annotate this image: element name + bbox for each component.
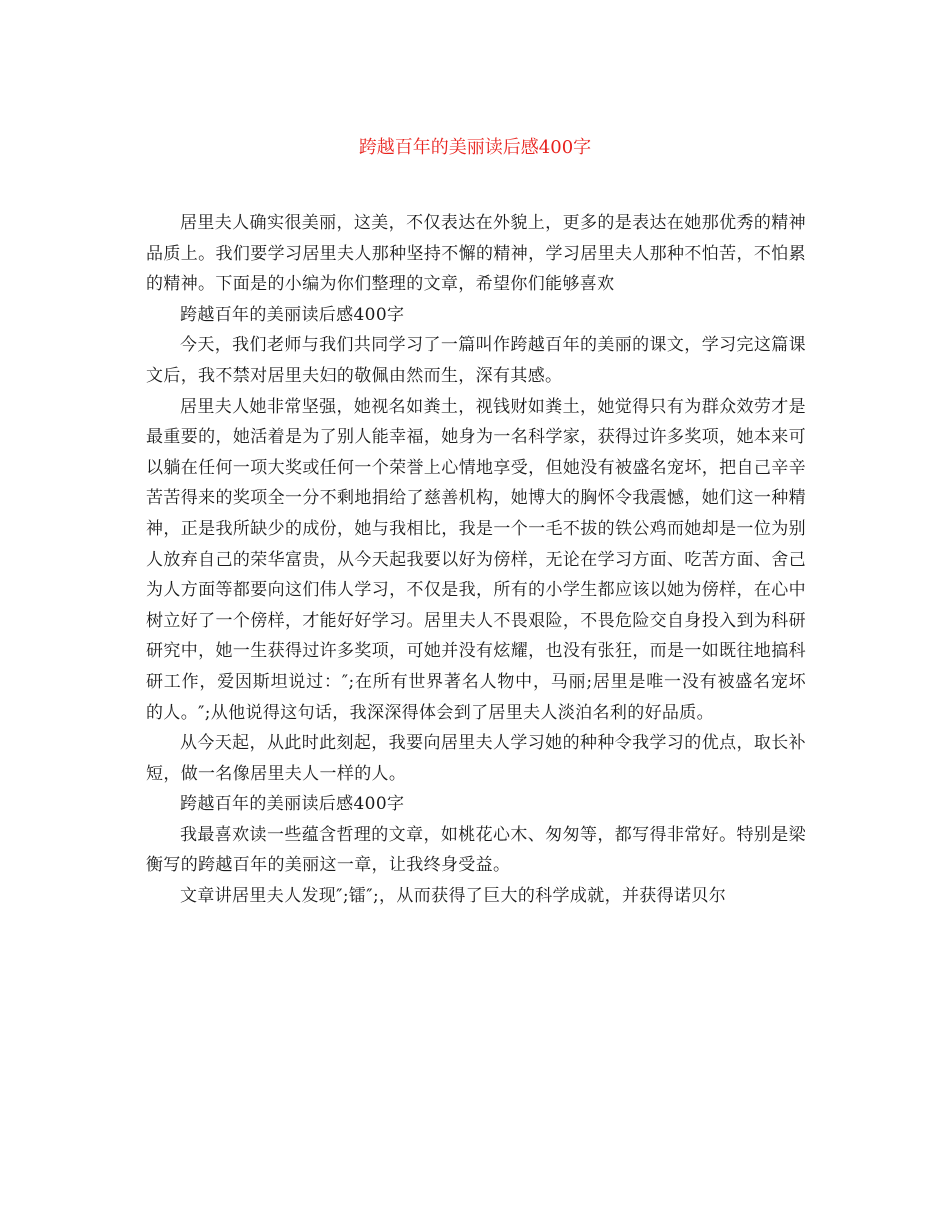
paragraph: 居里夫人她非常坚强，她视名如粪土，视钱财如粪土，她觉得只有为群众效劳才是最重要的，她活着是为了别人能幸福，她身为一名科学家，获得过许多奖项，她本来可以躺在任何一项大奖或任何一个荣誉上心情地享受，但她没有被盛名宠坏，把自己辛辛苦苦得来的奖项全一分不剩地捐给了慈善机构，她博大的胸怀令我震憾，她们这一种精神，正是我所缺少的成份，她与我相比，我是一个一毛不拔的铁公鸡而她却是一位为别人放弃自己的荣华富贵，从今天起我要以好为傍样，无论在学习方面、吃苦方面、舍己为人方面等都要向这们伟人学习，不仅是我，所有的小学生都应该以她为傍样，在心中树立好了一个傍样，才能好好学习。居里夫人不畏艰险，不畏危险交自身投入到为科研研究中，她一生获得过许多奖项，可她并没有炫耀，也没有张狂，而是一如既往地搞科研工作，爱因斯坦说过：″;在所有世界著名人物中，马丽;居里是唯一没有被盛名宠坏的人。″;从他说得这句话，我深深得体会到了居里夫人淡泊名利的好品质。	[146, 396, 806, 723]
document-title: 跨越百年的美丽读后感400字	[358, 137, 592, 158]
section-heading-1: 跨越百年的美丽读后感400字	[180, 304, 405, 325]
paragraph: 文章讲居里夫人发现″;镭″;，从而获得了巨大的科学成就，并获得诺贝尔	[180, 886, 727, 907]
paragraph: 我最喜欢读一些蕴含哲理的文章，如桃花心木、匆匆等，都写得非常好。特别是梁衡写的跨越百年的美丽这一章，让我终身受益。	[146, 824, 806, 876]
paragraph-intro: 居里夫人确实很美丽，这美，不仅表达在外貌上，更多的是表达在她那优秀的精神品质上。我们要学习居里夫人那种坚持不懈的精神，学习居里夫人那种不怕苦，不怕累的精神。下面是的小编为你们整理的文章，希望你们能够喜欢	[146, 213, 806, 295]
paragraph: 从今天起，从此时此刻起，我要向居里夫人学习她的种种令我学习的优点，取长补短，做一名像居里夫人一样的人。	[146, 733, 806, 784]
section-heading-2: 跨越百年的美丽读后感400字	[180, 794, 405, 815]
document-body	[146, 208, 806, 912]
paragraph: 今天，我们老师与我们共同学习了一篇叫作跨越百年的美丽的课文，学习完这篇课文后，我不禁对居里夫妇的敬佩由然而生，深有其感。	[146, 335, 806, 386]
